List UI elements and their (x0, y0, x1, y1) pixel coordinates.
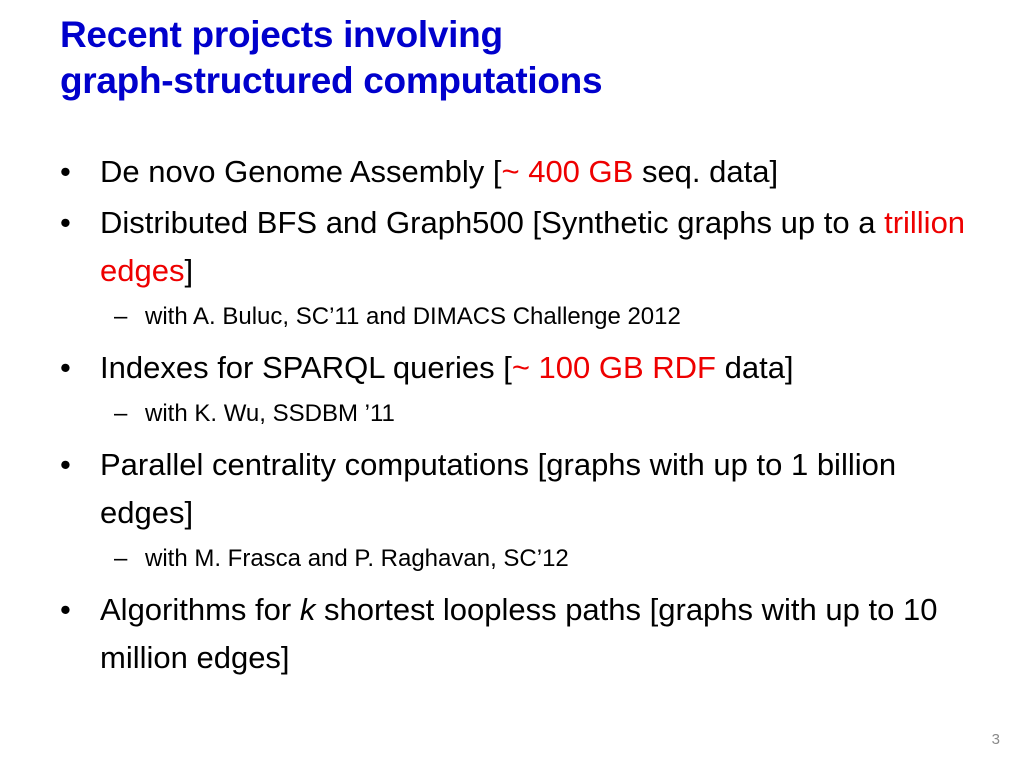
bullet-text: De novo Genome Assembly [ (100, 154, 502, 189)
page-number: 3 (991, 731, 1000, 748)
bullet-marker: • (60, 447, 71, 482)
sub-bullet-bfs-credits (60, 299, 980, 335)
bullet-text: Distributed BFS and Graph500 [Synthetic graphs up to a (100, 205, 885, 240)
bullet-text-end: ] (184, 253, 194, 288)
bullet-sparql-indexes (60, 344, 980, 392)
sub-bullet-text: with A. Buluc, SC’11 and DIMACS Challenge 2012 (145, 303, 681, 330)
bullet-list (60, 148, 980, 685)
bullet-marker: • (60, 205, 71, 240)
highlight-text: trillion edges (100, 205, 966, 288)
bullet-text-end: seq. data] (633, 154, 779, 189)
bullet-marker: • (60, 154, 71, 189)
bullet-marker: • (60, 350, 71, 385)
bullet-genome-assembly (60, 148, 980, 196)
sub-bullet-sparql-credits (60, 396, 980, 432)
bullet-text-end: data] (715, 350, 794, 385)
bullet-text: Indexes for SPARQL queries [ (100, 350, 512, 385)
slide-title-line-1: Recent projects involving (60, 14, 503, 55)
slide-title (60, 12, 602, 104)
bullet-parallel-centrality (60, 441, 980, 537)
sub-bullet-text: with K. Wu, SSDBM ’11 (145, 400, 395, 427)
highlight-text: ~ 100 GB RDF (511, 350, 716, 385)
sub-bullet-text: with M. Frasca and P. Raghavan, SC’12 (145, 545, 569, 572)
bullet-marker: • (60, 592, 71, 627)
highlight-text: ~ 400 GB (501, 154, 634, 189)
bullet-text: Parallel centrality computations [graphs with up to 1 billion edges] (100, 447, 897, 530)
italic-k: k (299, 592, 316, 627)
bullet-text: Algorithms for (100, 592, 300, 627)
bullet-text-end: shortest loopless paths [graphs with up to 10 million edges] (100, 592, 938, 675)
slide-title-line-2: graph-structured computations (60, 60, 603, 101)
sub-bullet-marker: – (114, 545, 128, 572)
sub-bullet-centrality-credits (60, 541, 980, 577)
bullet-distributed-bfs (60, 199, 980, 295)
bullet-k-shortest-paths (60, 586, 980, 682)
sub-bullet-marker: – (114, 303, 128, 330)
sub-bullet-marker: – (114, 400, 128, 427)
